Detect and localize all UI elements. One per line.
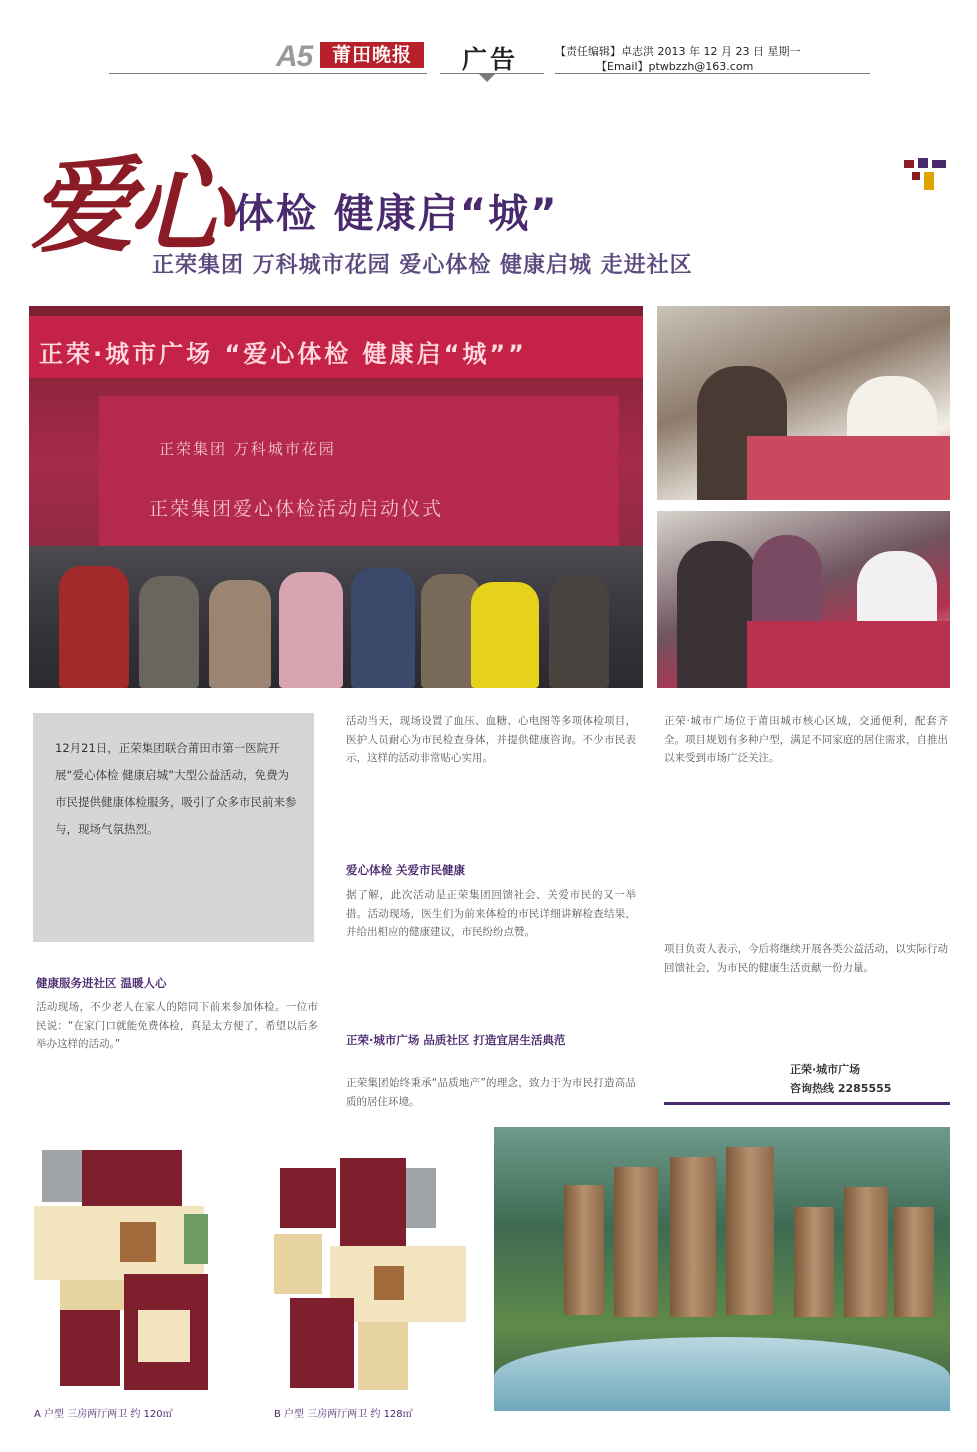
room-bedroom xyxy=(340,1158,406,1246)
person-figure xyxy=(471,582,539,688)
stage-text-1: 正荣集团 万科城市花园 xyxy=(159,440,336,458)
signoff xyxy=(790,1060,891,1098)
river xyxy=(494,1337,950,1411)
floor-plan-a xyxy=(34,1150,214,1396)
headline-title: 体检 健康启“城” xyxy=(234,191,559,237)
article-end-rule xyxy=(664,1102,950,1105)
room-balcony xyxy=(42,1150,82,1202)
floor-plan-b-caption: B 户型 三房两厅两卫 约 128㎡ xyxy=(274,1409,413,1420)
building xyxy=(894,1207,934,1317)
room-bedroom xyxy=(82,1150,182,1210)
table xyxy=(747,436,950,500)
col2-subtitle-2: 正荣·城市广场 品质社区 打造宜居生活典范 xyxy=(346,1033,566,1047)
checkup-photo-2 xyxy=(657,511,950,688)
signoff-line-1: 正荣·城市广场 xyxy=(790,1063,861,1076)
event-banner xyxy=(29,316,643,378)
intro-box xyxy=(33,713,314,942)
room-bedroom xyxy=(290,1298,354,1388)
room-bedroom xyxy=(60,1310,120,1386)
room-living xyxy=(34,1206,204,1280)
room-study xyxy=(358,1322,408,1390)
room-plant xyxy=(184,1214,208,1264)
person-figure xyxy=(549,576,609,688)
person-figure xyxy=(351,568,415,688)
crowd xyxy=(29,546,643,688)
person-figure xyxy=(59,566,129,688)
floor-plan-a-caption: A 户型 三房两厅两卫 约 120㎡ xyxy=(34,1409,173,1420)
building xyxy=(614,1167,658,1317)
col1-paragraph: 活动现场，不少老人在家人的陪同下前来参加体检。一位市民说：“在家门口就能免费体检，真是太方便了，希望以后多举办这样的活动。” xyxy=(36,1001,318,1050)
col3-paragraph-1: 正荣·城市广场位于莆田城市核心区域，交通便利，配套齐全。项目规划有多种户型，满足不同家庭的居住需求，自推出以来受到市场广泛关注。 xyxy=(664,715,948,764)
room-kitchen xyxy=(274,1234,322,1294)
room-bedroom xyxy=(280,1168,336,1228)
stage-text-2: 正荣集团爱心体检活动启动仪式 xyxy=(149,498,444,520)
love-logo: 爱心 xyxy=(30,144,227,267)
event-main-photo xyxy=(29,306,643,688)
room-dining-table xyxy=(374,1266,404,1300)
building xyxy=(844,1187,888,1317)
table xyxy=(747,621,950,688)
col2-subtitle-1: 爱心体检 关爱市民健康 xyxy=(346,863,466,877)
brand-logo-icon xyxy=(902,158,950,192)
masthead-rule-left xyxy=(109,73,427,74)
section-title: 广告 xyxy=(462,45,519,74)
building xyxy=(564,1185,604,1315)
person-figure xyxy=(279,572,343,688)
newspaper-name: 莆田晚报 xyxy=(320,42,424,68)
estate-rendering xyxy=(494,1127,950,1411)
page-number: A5 xyxy=(276,40,313,73)
intro-text: 12月21日，正荣集团联合莆田市第一医院开展“爱心体检 健康启城”大型公益活动，免费为市民提供健康体检服务，吸引了众多市民前来参与，现场气氛热烈。 xyxy=(55,741,297,836)
room-balcony xyxy=(406,1168,436,1228)
room-bed xyxy=(138,1310,190,1362)
room-hall xyxy=(60,1280,126,1310)
signoff-line-2: 咨询热线 2285555 xyxy=(790,1082,892,1095)
col3-paragraph-2: 项目负责人表示，今后将继续开展各类公益活动，以实际行动回馈社会，为市民的健康生活贡献一份力量。 xyxy=(664,943,948,974)
building xyxy=(726,1147,774,1315)
room-dining-table xyxy=(120,1222,156,1262)
editor-line: 【责任编辑】卓志洪 2013 年 12 月 23 日 星期一 xyxy=(555,45,801,58)
col2-paragraph-1: 活动当天，现场设置了血压、血糖、心电图等多项体检项目，医护人员耐心为市民检查身体，并提供健康咨询。不少市民表示，这样的活动非常贴心实用。 xyxy=(346,715,636,764)
headline-subtitle: 正荣集团 万科城市花园 爱心体检 健康启城 走进社区 xyxy=(152,253,693,278)
building xyxy=(670,1157,716,1317)
building xyxy=(794,1207,834,1317)
email-line: 【Email】ptwbzzh@163.com xyxy=(596,60,754,73)
col2-paragraph-2: 据了解，此次活动是正荣集团回馈社会、关爱市民的又一举措。活动现场，医生们为前来体检的市民详细讲解检查结果，并给出相应的健康建议，市民纷纷点赞。 xyxy=(346,889,636,938)
person-figure xyxy=(139,576,199,688)
col1-subtitle: 健康服务进社区 温暖人心 xyxy=(36,976,167,990)
col2-paragraph-3: 正荣集团始终秉承“品质地产”的理念，致力于为市民打造高品质的居住环境。 xyxy=(346,1077,636,1108)
person-figure xyxy=(209,580,271,688)
checkup-photo-1 xyxy=(657,306,950,500)
floor-plan-b xyxy=(270,1158,466,1390)
banner-text: 正荣·城市广场 “爱心体检 健康启“城”” xyxy=(39,340,527,368)
patient-figure xyxy=(677,541,757,688)
